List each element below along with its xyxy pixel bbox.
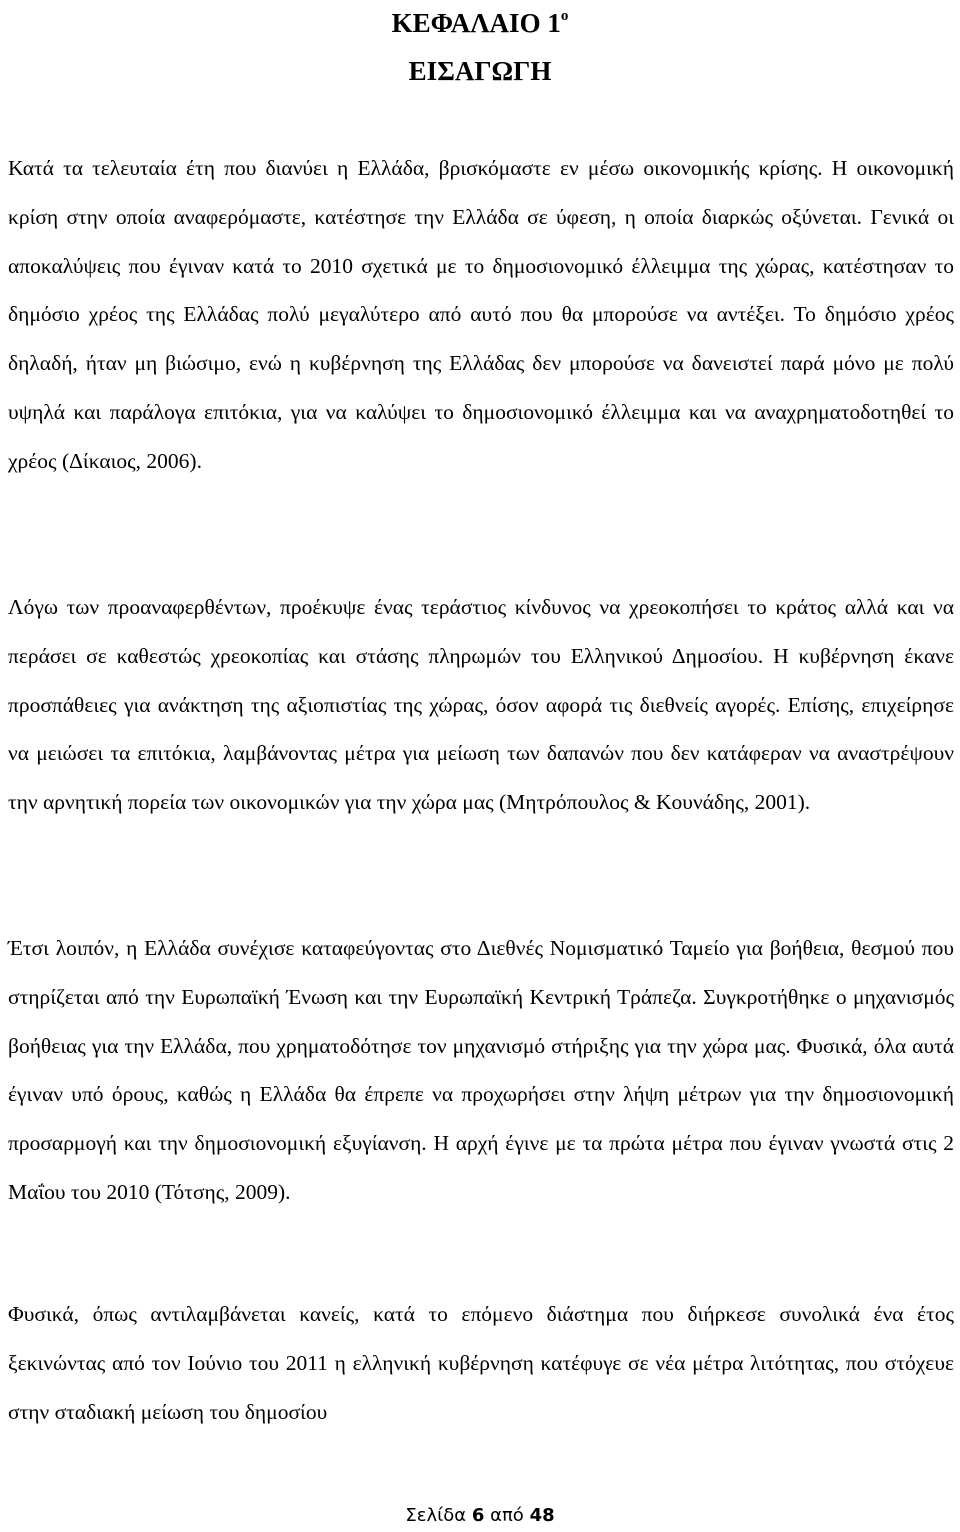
page-separator: από: [490, 1505, 524, 1526]
section-title: ΕΙΣΑΓΩΓΗ: [408, 56, 552, 86]
chapter-title-text: ΚΕΦΑΛΑΙΟ 1: [391, 8, 561, 38]
body-paragraph-4: Φυσικά, όπως αντιλαμβάνεται κανείς, κατά το επόμενο διάστημα που διήρκεσε συνολικά ένα έτος ξεκινώντας από τον Ιούνιο του 2011 η ελληνική κυβέρνηση κατέφυγε σε νέα μέτρα λιτότητας, που στόχευε στην σταδιακή μείωση του δημοσίου: [8, 1302, 954, 1424]
current-page-number: 6: [471, 1505, 485, 1526]
total-page-count: 48: [529, 1505, 555, 1526]
chapter-title-superscript: ο: [560, 8, 569, 24]
page-footer: [0, 1503, 960, 1529]
body-paragraph-3: Έτσι λοιπόν, η Ελλάδα συνέχισε καταφεύγοντας στο Διεθνές Νομισματικό Ταμείο για βοήθεια, θεσμού που στηρίζεται από την Ευρωπαϊκή Ένωση και την Ευρωπαϊκή Κεντρική Τράπεζα. Συγκροτήθηκε ο μηχανισμός βοήθειας για την Ελλάδα, που χρηματοδότησε τον μηχανισμό στήριξης για την χώρα μας. Φυσικά, όλα αυτά έγιναν υπό όρους, καθώς η Ελλάδα θα έπρεπε να προχωρήσει στην λήψη μέτρων για την δημοσιονομική προσαρμογή και την δημοσιονομική εξυγίανση. Η αρχή έγινε με τα πρώτα μέτρα που έγιναν γνωστά στις 2 Μαΐου του 2010 (Τότσης, 2009).: [8, 936, 954, 1204]
chapter-title: [0, 2, 960, 39]
body-paragraph-1: Κατά τα τελευταία έτη που διανύει η Ελλάδα, βρισκόμαστε εν μέσω οικονομικής κρίσης. Η οικονομική κρίση στην οποία αναφερόμαστε, κατέστησε την Ελλάδα σε ύφεση, η οποία διαρκώς οξύνεται. Γενικά οι αποκαλύψεις που έγιναν κατά το 2010 σχετικά με το δημοσιονομικό έλλειμμα της χώρας, κατέστησαν το δημόσιο χρέος της Ελλάδας πολύ μεγαλύτερο από αυτό που θα μπορούσε να αντέξει. Το δημόσιο χρέος δηλαδή, ήταν μη βιώσιμο, ενώ η κυβέρνηση της Ελλάδας δεν μπορούσε να δανειστεί παρά μόνο με πολύ υψηλά και παράλογα επιτόκια, για να καλύψει το δημοσιονομικό έλλειμμα και να αναχρηματοδοτηθεί το χρέος (Δίκαιος, 2006).: [8, 156, 954, 473]
body-paragraph-2: Λόγω των προαναφερθέντων, προέκυψε ένας τεράστιος κίνδυνος να χρεοκοπήσει το κράτος αλλά και να περάσει σε καθεστώς χρεοκοπίας και στάσης πληρωμών του Ελληνικού Δημοσίου. Η κυβέρνηση έκανε προσπάθειες για ανάκτηση της αξιοπιστίας της χώρας, όσον αφορά τις διεθνείς αγορές. Επίσης, επιχείρησε να μειώσει τα επιτόκια, λαμβάνοντας μέτρα για μείωση των δαπανών που δεν κατάφεραν να αναστρέψουν την αρνητική πορεία των οικονομικών για την χώρα μας (Μητρόπουλος & Κουνάδης, 2001).: [8, 595, 954, 815]
page-label: Σελίδα: [405, 1505, 467, 1526]
